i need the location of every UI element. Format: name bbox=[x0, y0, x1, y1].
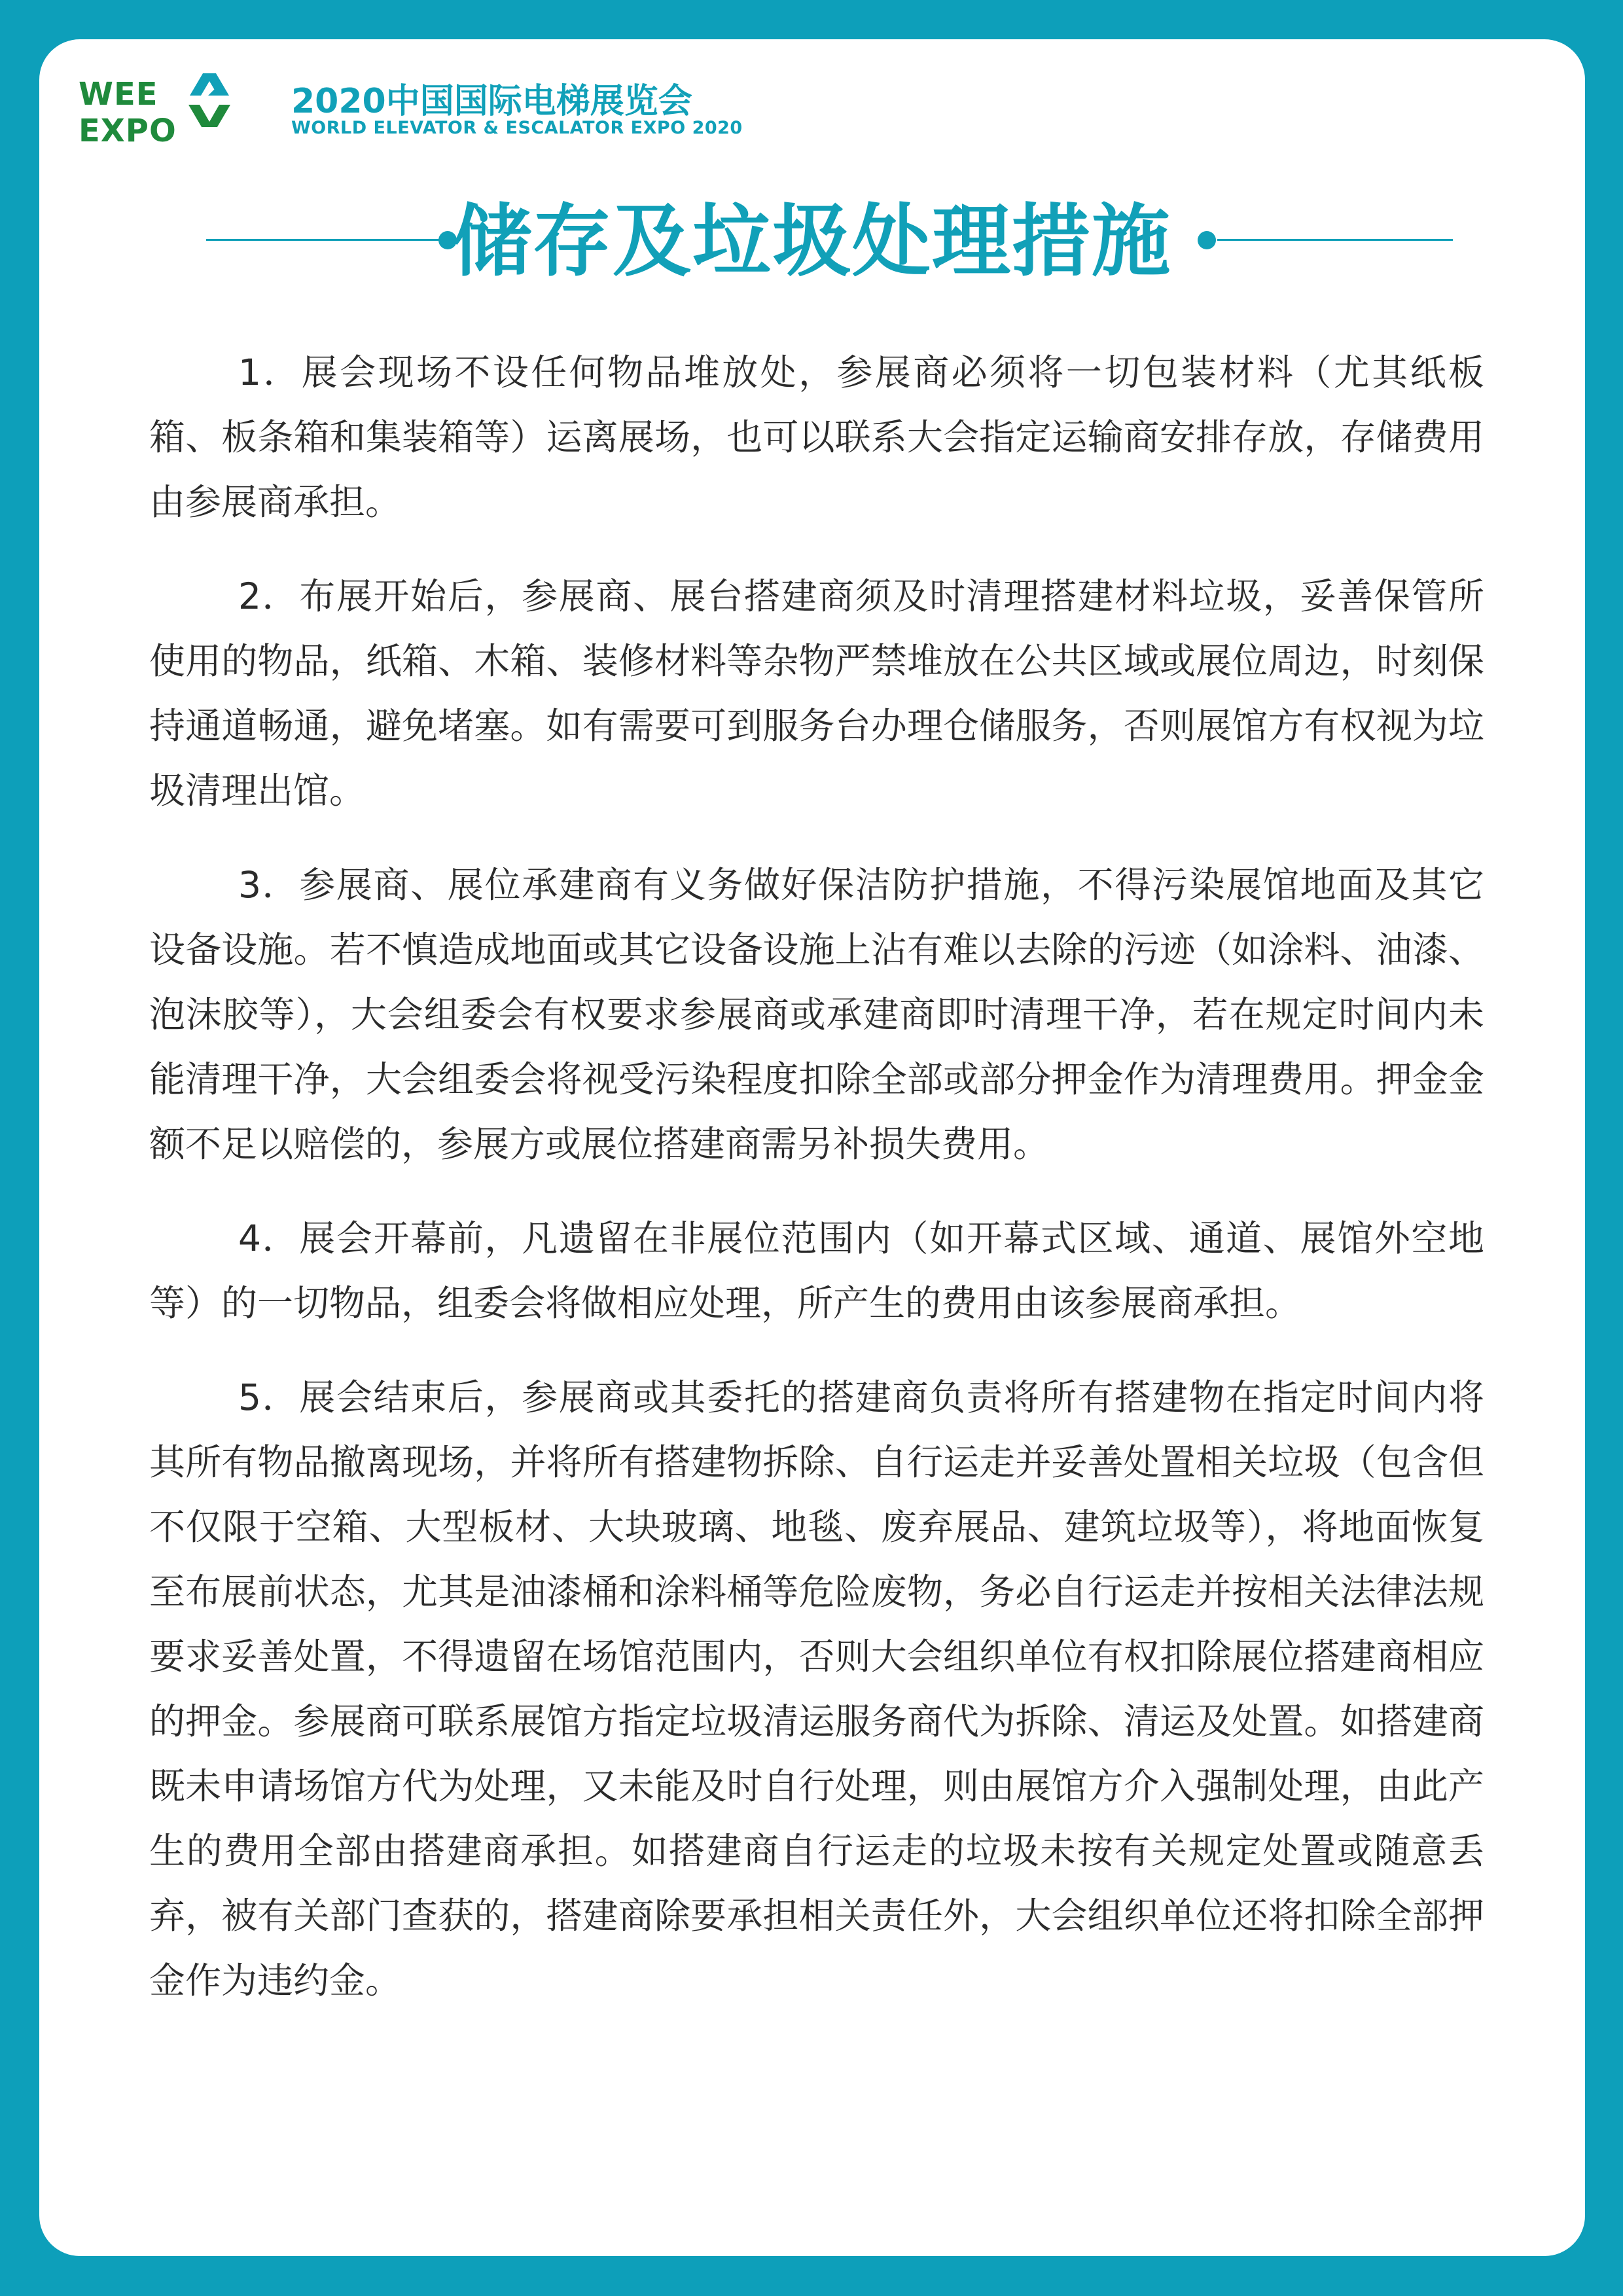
paragraph-4: 4．展会开幕前，凡遗留在非展位范围内（如开幕式区域、通道、展馆外空地等）的一切物品，组委会将做相应处理，所产生的费用由该参展商承担。 bbox=[149, 1217, 1484, 1324]
page-title: 储存及垃圾处理措施 bbox=[453, 196, 1171, 287]
regulation-body bbox=[149, 340, 1484, 2043]
paragraph-2: 2．布展开始后，参展商、展台搭建商须及时清理搭建材料垃圾，妥善保管所使用的物品，纸箱、木箱、装修材料等杂物严禁堆放在公共区域或展位周边，时刻保持通道畅通，避免堵塞。如有需要可到服务台办理仓储服务，否则展馆方有权视为垃圾清理出馆。 bbox=[149, 575, 1484, 812]
paragraph-3: 3．参展商、展位承建商有义务做好保洁防护措施，不得污染展馆地面及其它设备设施。若不慎造成地面或其它设备设施上沾有难以去除的污迹（如涂料、油漆、泡沫胶等），大会组委会有权要求参展商或承建商即时清理干净，若在规定时间内未能清理干净，大会组委会将视受污染程度扣除全部或部分押金作为清理费用。押金金额不足以赔偿的，参展方或展位搭建商需另补损失费用。 bbox=[149, 864, 1484, 1165]
expo-title-en: WORLD ELEVATOR & ESCALATOR EXPO 2020 bbox=[291, 118, 743, 138]
logo-expo-text: EXPO bbox=[79, 113, 177, 149]
paragraph-5: 5．展会结束后，参展商或其委托的搭建商负责将所有搭建物在指定时间内将其所有物品撤离现场，并将所有搭建物拆除、自行运走并妥善处置相关垃圾（包含但不仅限于空箱、大型板材、大块玻璃、地毯、废弃展品、建筑垃圾等），将地面恢复至布展前状态，尤其是油漆桶和涂料桶等危险废物，务必自行运走并按相关法律法规要求妥善处置，不得遗留在场馆范围内，否则大会组织单位有权扣除展位搭建商相应的押金。参展商可联系展馆方指定垃圾清运服务商代为拆除、清运及处置。如搭建商既未申请场馆方代为处理，又未能及时自行处理，则由展馆方介入强制处理，由此产生的费用全部由搭建商承担。如搭建商自行运走的垃圾未按有关规定处置或随意丢弃，被有关部门查获的，搭建商除要承担相关责任外，大会组织单位还将扣除全部押金作为违约金。 bbox=[149, 1376, 1484, 2001]
expo-logo-icon bbox=[79, 59, 255, 141]
expo-title-cn: 2020中国国际电梯展览会 bbox=[291, 82, 692, 121]
logo-wee-text: WEE bbox=[79, 76, 158, 113]
paragraph-1: 1．展会现场不设任何物品堆放处，参展商必须将一切包装材料（尤其纸板箱、板条箱和集装箱等）运离展场，也可以联系大会指定运输商安排存放，存储费用由参展商承担。 bbox=[149, 351, 1484, 523]
page-card bbox=[39, 39, 1585, 2256]
